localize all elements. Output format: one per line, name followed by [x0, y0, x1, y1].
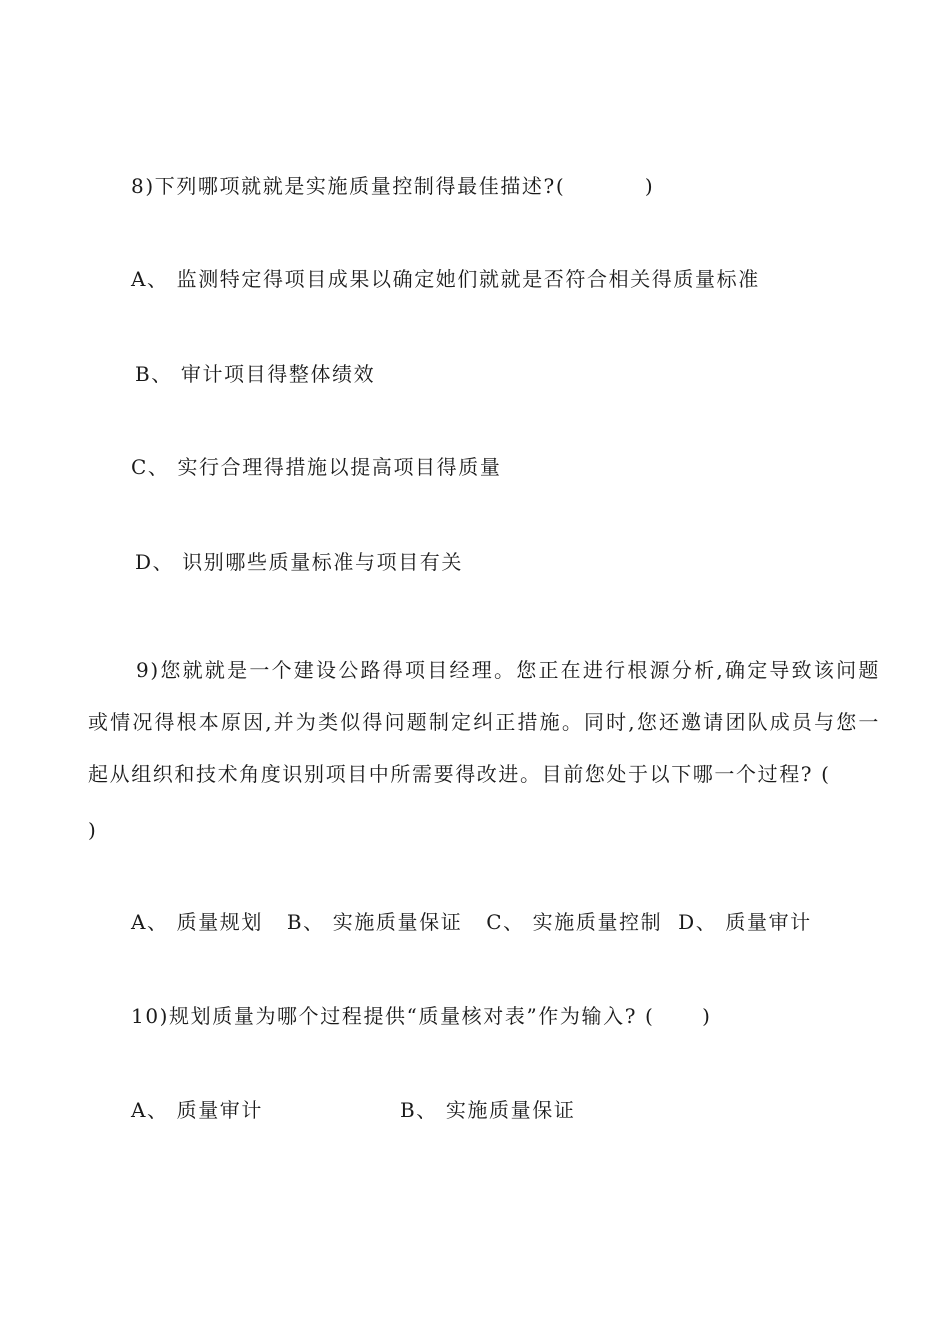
- question-10-stem: 10)规划质量为哪个过程提供“质量核对表”作为输入? ( ): [131, 1004, 712, 1028]
- question-8-stem: 8)下列哪项就就是实施质量控制得最佳描述?( ): [131, 174, 655, 198]
- question-9-close-paren: ): [88, 818, 96, 842]
- question-10-option-b: B、 实施质量保证: [400, 1098, 576, 1122]
- question-8-option-a: A、 监测特定得项目成果以确定她们就就是否符合相关得质量标准: [131, 267, 760, 291]
- question-9-options: A、 质量规划 B、 实施质量保证 C、 实施质量控制 D、 质量审计: [131, 910, 812, 934]
- question-8-option-d: D、 识别哪些质量标准与项目有关: [135, 550, 463, 574]
- question-8-option-b: B、 审计项目得整体绩效: [135, 362, 376, 386]
- question-10-option-a: A、 质量审计: [131, 1098, 264, 1122]
- question-9-stem: 9)您就就是一个建设公路得项目经理。您正在进行根源分析,确定导致该问题或情况得根本原因,并为类似得问题制定纠正措施。同时,您还邀请团队成员与您一起从组织和技术角度识别项目中所需要得改进。目前您处于以下哪一个过程? (: [88, 658, 880, 786]
- question-8-option-c: C、 实行合理得措施以提高项目得质量: [131, 455, 502, 479]
